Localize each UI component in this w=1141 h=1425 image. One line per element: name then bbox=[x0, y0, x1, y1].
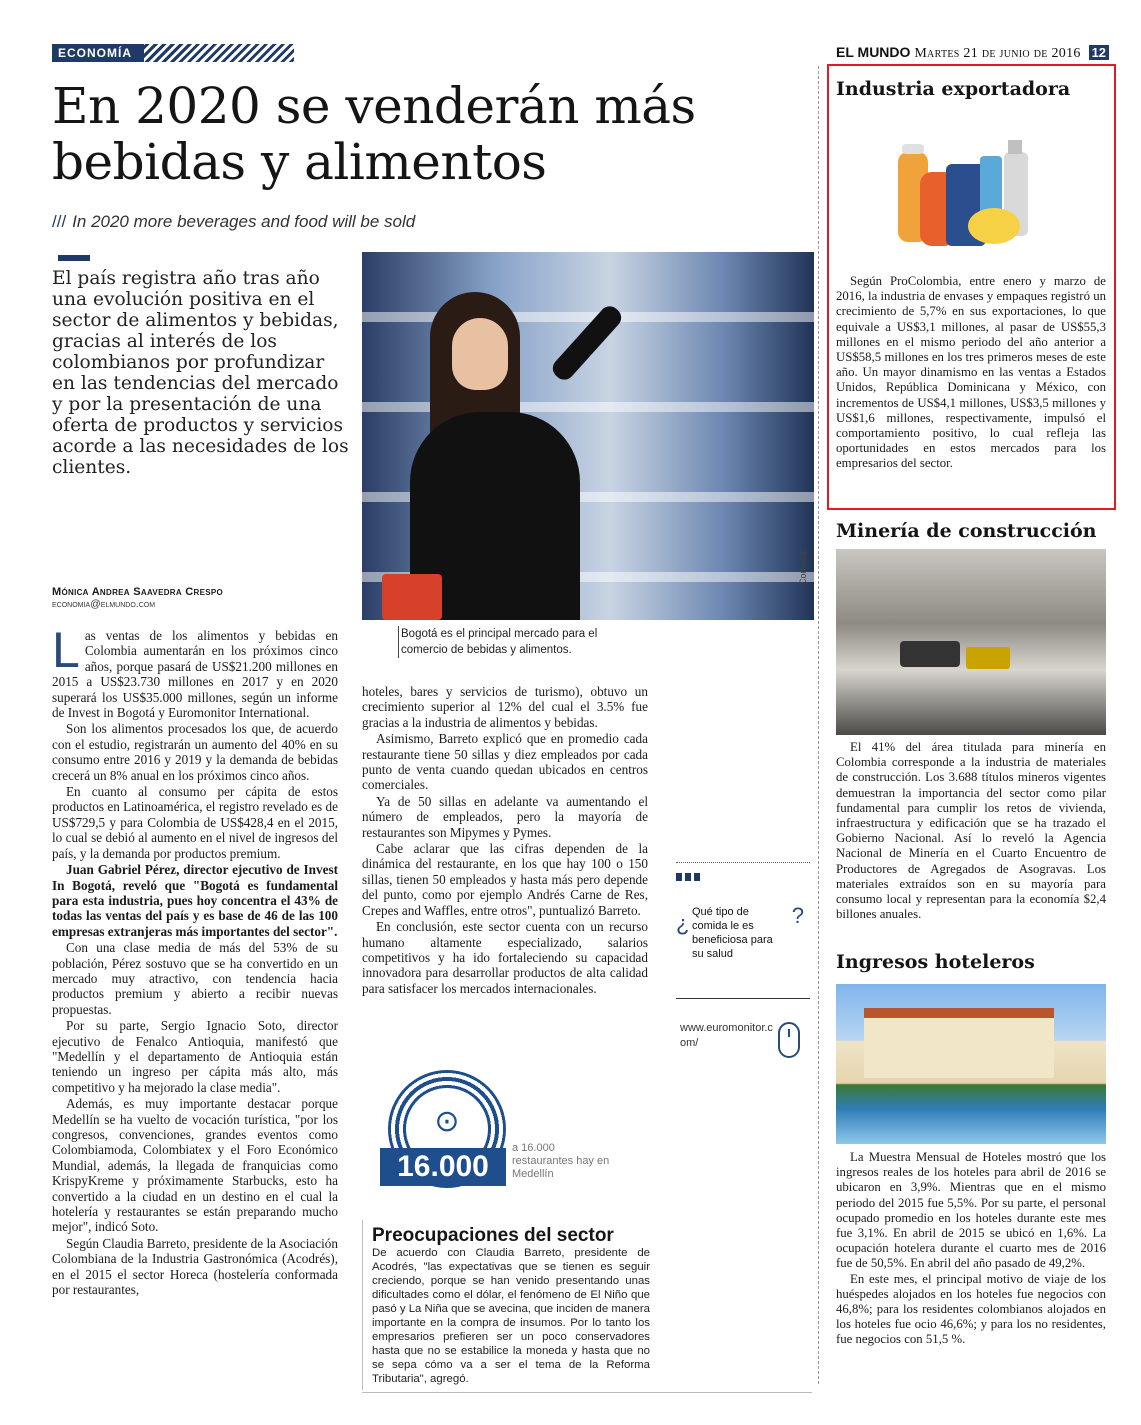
paragraph: hoteles, bares y servicios de turismo), obtuvo un crecimiento superior al 12% del cual el 3.5% fue gracias a la industria de alimentos y bebidas. bbox=[362, 684, 648, 730]
paragraph: Asimismo, Barreto explicó que en promedio cada restaurante tiene 50 sillas y diez empleados por cada punto de venta cuando quedan ubicados en centros comerciales. bbox=[362, 731, 648, 793]
mining-text: El 41% del área titulada para minería en Colombia corresponde a la industria de materiales de construcción. Los 3.688 títulos mineros vigentes demuestran la importancia del sector como pilar fundamental para cumplir los retos de vivienda, infraestructura y edificación que se ha trazado el Gobierno Nacional. Así lo reveló la Agencia Nacional de Minería en el Cuarto Encuentro de Productores de Agregados de Asogravas. Los materiales extraídos son en su mayoría para consumo local y representan para la economía $2,4 billones anuales. bbox=[836, 740, 1106, 922]
packaging-image bbox=[884, 138, 1044, 250]
question-text: Qué tipo de comida le es beneficiosa para su salud bbox=[692, 906, 773, 960]
main-photo bbox=[362, 252, 814, 620]
paragraph: En cuanto al consumo per cápita de estos productos en Latinoamérica, el registro revelado es de US$729,5 y para Colombia de US$428,4 en el 2015, lo cual se debió al aumento en el nivel de ingresos del país, y la demanda por productos premium. bbox=[52, 784, 338, 861]
paragraph: Por su parte, Sergio Ignacio Soto, director ejecutivo de Fenalco Antioquia, manifestó que "Medellín y el departamento de Antioquia están teniendo un ingreso per cápita más alto, más competitivo y ha mejorado la clase media". bbox=[52, 1018, 338, 1095]
subhead-text: In 2020 more beverages and food will be sold bbox=[72, 212, 416, 231]
question-box bbox=[676, 905, 808, 961]
hotel-title: Ingresos hoteleros bbox=[836, 951, 1035, 973]
author-email: economia@elmundo.com bbox=[52, 598, 156, 610]
section-label: ECONOMÍA bbox=[52, 44, 144, 62]
body-column-1 bbox=[52, 622, 338, 1298]
mining-title: Minería de construcción bbox=[836, 520, 1097, 542]
lead-accent-bar bbox=[58, 255, 90, 261]
source-link[interactable]: www.euromonitor.com/ bbox=[680, 1022, 773, 1049]
paragraph: Juan Gabriel Pérez, director ejecutivo de Invest In Bogotá, reveló que "Bogotá es fundamental para esta industria, pues hoy concentra el 43% de todas las ventas del país y es base de 46 de las 100 empresas extranjeras más importantes del sector". bbox=[52, 862, 338, 939]
issue-date: Martes 21 de junio de 2016 bbox=[914, 46, 1081, 61]
question-open-mark: ¿ bbox=[676, 911, 690, 936]
paragraph: Son los alimentos procesados los que, de acuerdo con el estudio, registrarán un aumento del 40% en su consumo entre 2016 y 2019 y la demanda de bebidas crecerá un 8% anual en los próximos cinco años. bbox=[52, 721, 338, 783]
question-close-mark: ? bbox=[791, 903, 804, 928]
paragraph: Con una clase media de más del 53% de su población, Pérez sostuvo que se ha convertido en un mercado muy atractivo, con tendencia hacia productos premium y abierto a recibir nuevas propuestas. bbox=[52, 940, 338, 1017]
headline: En 2020 se venderán más bebidas y alimentos bbox=[52, 77, 696, 191]
photo-caption: Bogotá es el principal mercado para el comercio de bebidas y alimentos. bbox=[398, 626, 638, 658]
paragraph: Cabe aclarar que las cifras dependen de la dinámica del restaurante, en los que hay 100 o 150 sillas, tienen 50 empleados y hasta más pero depende del punto, como por ejemplo Andrés Carne de Res, Crepes and Waffles, entre otros", puntualizó Barreto. bbox=[362, 841, 648, 918]
export-text: Según ProColombia, entre enero y marzo de 2016, la industria de envases y empaques registró un crecimiento de 5,7% en sus exportaciones, lo que equivale a US$3,1 millones, al pasar de US$55,3 millones en el mismo periodo del año anterior a US$58,5 millones en los tres primeros meses de este año. Un mayor dinamismo en las ventas a Estados Unidos, República Dominicana y México, con incrementos de US$4,1 millones, US$3,5 millones y US$1,6 millones, respectivamente, impulsó el comportamiento positivo, lo cual refleja las oportunidades en estos mercados para los empresarios del sector. bbox=[836, 274, 1106, 471]
paragraph: Ya de 50 sillas en adelante va aumentando el número de empleados, pero la mayoría de restaurantes son Mipymes y Pymes. bbox=[362, 793, 648, 840]
sidebar-rule bbox=[676, 998, 810, 999]
paper-name: EL MUNDO bbox=[836, 44, 911, 60]
sidebar-divider bbox=[676, 862, 810, 863]
section-tag bbox=[52, 44, 294, 62]
photo-credit: Cortesía bbox=[798, 550, 808, 585]
concerns-text: De acuerdo con Claudia Barreto, presidente de Acodrés, "las expectativas que se tienen es seguir creciendo, porque se han venido presentando unas dificultades como el dólar, el fenómeno de El Niño que pasó y La Niña que se avecina, que inciden de manera importante en la compra de insumos. Por lo tanto los empresarios prefieren ser un poco conservadores hasta que no se estabilice la moneda y hasta que no se sepa cómo va a ser el tema de la Reforma Tributaria", agregó. bbox=[372, 1247, 650, 1385]
export-title: Industria exportadora bbox=[836, 78, 1071, 100]
byline bbox=[52, 586, 352, 610]
concerns-title: Preocupaciones del sector bbox=[372, 1225, 614, 1246]
paragraph: En conclusión, este sector cuenta con un recurso humano altamente especializado, salarios competitivos y ha ido fortaleciendo su capacidad innovadora para desarrollar productos de alta calidad para satisfacer los mercados internacionales. bbox=[362, 919, 648, 996]
author-name: Mónica Andrea Saavedra Crespo bbox=[52, 586, 224, 598]
hotel-text: La Muestra Mensual de Hoteles mostró que los ingresos reales de los hoteles para abril de 2016 se ubicaron en 3,9%. Mientras que en el mismo periodo del 2015 fue 5,5%. Por su parte, el personal ocupado promedio en los hoteles durante este mes fue 3,1%. En abril de 2015 se ubicó en 1,6%. La ocupación hotelera durante el cuarto mes de 2016 fue de 50,5%. En abril del año pasado de 49,2%. En este mes, el principal motivo de viaje de los huéspedes alojados en los hoteles fue negocios con 46,8%; para los residentes colombianos alojados en los hoteles fue ocio 46,6%; y para los no residentes, fue negocios con 51,5 %. bbox=[836, 1150, 1106, 1347]
body-column-2 bbox=[362, 684, 648, 997]
stat-description: a 16.000 restaurantes hay en Medellín bbox=[512, 1142, 610, 1180]
restaurant-icon: ⊙ bbox=[434, 1104, 460, 1139]
column-divider bbox=[818, 66, 819, 1384]
mining-photo bbox=[836, 549, 1106, 735]
hotel-photo bbox=[836, 984, 1106, 1144]
page-number: 12 bbox=[1089, 45, 1109, 60]
subhead bbox=[52, 212, 652, 232]
subhead-prefix: /// bbox=[52, 212, 67, 231]
paragraph: Además, es muy importante destacar porque Medellín se ha vuelto de vocación turística, "por los congresos, convenciones, grandes eventos como Colombiamoda, Colombiatex y el Foro Económico Mundial, además, la llegada de franquicias como KrispyKreme y próximamente Starbucks, esto ha convertido a la ciudad en un destino en el cual la hotelería y restaurantes se están preparando mucho mejor", indicó Soto. bbox=[52, 1096, 338, 1235]
masthead bbox=[836, 44, 1136, 62]
stat-number: 16.000 bbox=[380, 1148, 506, 1186]
lead-paragraph: El país registra año tras año una evolución positiva en el sector de alimentos y bebidas, gracias al interés de los colombianos por profundizar en las tendencias del mercado y por la presentación de una oferta de productos y servicios acorde a las necesidades de los clientes. bbox=[52, 268, 349, 478]
mouse-icon bbox=[778, 1022, 800, 1058]
sidebar-marks bbox=[676, 868, 703, 886]
drop-cap: L bbox=[52, 622, 80, 678]
paragraph: Las ventas de los alimentos y bebidas en Colombia aumentarán en los próximos cinco años, porque pasará de US$21.200 millones en 2015 a US$23.730 millones en 2017 y en 2020 superará los US$35.000 millones, según un informe de Invest in Bogotá y Euromonitor International. bbox=[52, 622, 338, 721]
paragraph: Según Claudia Barreto, presidente de la Asociación Colombiana de la Industria Gastronómica (Acodrés), en el 2015 el sector Horeca (hostelería conformada por restaurantes, bbox=[52, 1235, 338, 1298]
